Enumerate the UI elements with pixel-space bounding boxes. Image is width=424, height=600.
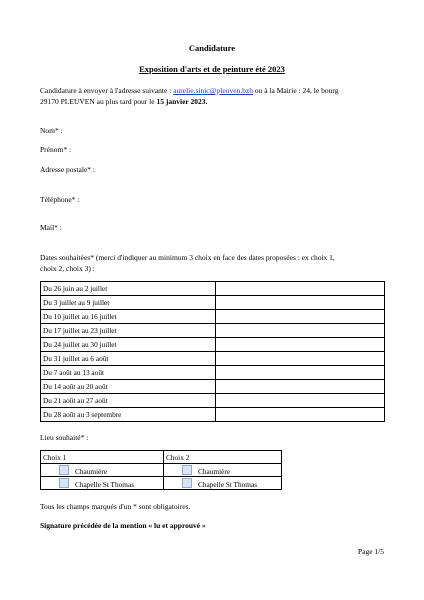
lieu-table: [40, 450, 282, 490]
choice-cell[interactable]: [216, 310, 385, 324]
deadline: 15 janvier 2023.: [156, 97, 208, 106]
telephone-label: Téléphone* :: [40, 195, 80, 204]
choice-cell[interactable]: [216, 380, 385, 394]
checkbox-choix1-chaumiere[interactable]: [59, 465, 69, 475]
checkbox-choix2-chaumiere[interactable]: [182, 465, 192, 475]
checkbox-choix2-chapelle[interactable]: [182, 478, 192, 488]
choice-cell[interactable]: [216, 352, 385, 366]
date-cell: Du 3 juillet au 9 juillet: [41, 296, 216, 310]
prenom-label: Prénom* :: [40, 145, 72, 154]
page-number: Page 1/5: [357, 547, 384, 556]
intro-text-2: ou à la Mairie : 24, le bourg: [252, 86, 339, 95]
adresse-label: Adresse postale* :: [40, 165, 95, 174]
table-row: [41, 394, 385, 408]
dates-prompt-line-2: choix 2, choix 3) :: [40, 264, 95, 273]
table-row: [41, 324, 385, 338]
choix-1-option-2: [41, 477, 164, 490]
choice-cell[interactable]: [216, 338, 385, 352]
table-row: [41, 310, 385, 324]
option-label: Chapelle St Thomas: [75, 479, 135, 489]
required-note: Tous les champs marqués d'un * sont obligatoires.: [40, 502, 191, 511]
date-cell: Du 31 juillet au 6 août: [41, 352, 216, 366]
option-label: Chapelle St Thomas: [198, 479, 258, 489]
dates-prompt: [40, 252, 335, 274]
table-row: [41, 282, 385, 296]
choice-cell[interactable]: [216, 408, 385, 422]
option-label: Chaumière: [75, 466, 108, 476]
table-row: [41, 352, 385, 366]
date-cell: Du 14 août au 20 août: [41, 380, 216, 394]
table-row: [41, 296, 385, 310]
nom-label: Nom* :: [40, 126, 63, 135]
choix-2-option-2: [164, 477, 282, 490]
choice-cell[interactable]: [216, 296, 385, 310]
table-row: [41, 464, 282, 477]
date-cell: Du 7 août au 13 août: [41, 366, 216, 380]
choice-cell[interactable]: [216, 324, 385, 338]
lieu-label: Lieu souhaité* :: [40, 433, 89, 442]
date-cell: Du 10 juillet au 16 juillet: [41, 310, 216, 324]
mail-label: Mail* :: [40, 223, 62, 232]
email-link[interactable]: aurelie.sinic@pleuven.bzh: [173, 86, 253, 95]
table-row: [41, 338, 385, 352]
choice-cell[interactable]: [216, 282, 385, 296]
date-cell: Du 17 juillet au 23 juillet: [41, 324, 216, 338]
table-row: [41, 408, 385, 422]
intro-paragraph: [40, 85, 400, 107]
date-cell: Du 26 juin au 2 juillet: [41, 282, 216, 296]
signature-label: Signature précédée de la mention « lu et approuvé »: [40, 521, 206, 530]
choix-2-header: Choix 2: [164, 451, 282, 464]
dates-prompt-line-1: Dates souhaitées* (merci d'indiquer au minimum 3 choix en face des dates proposées : ex choix 1,: [40, 253, 335, 262]
table-row: [41, 380, 385, 394]
choice-cell[interactable]: [216, 366, 385, 380]
date-cell: Du 21 août au 27 août: [41, 394, 216, 408]
intro-text-1: Candidature à envoyer à l'adresse suivante :: [40, 86, 174, 95]
table-row: [41, 451, 282, 464]
date-cell: Du 24 juillet au 30 juillet: [41, 338, 216, 352]
intro-line-2: 29170 PLEUVEN au plus tard pour le: [40, 97, 157, 106]
table-row: [41, 477, 282, 490]
checkbox-choix1-chapelle[interactable]: [59, 478, 69, 488]
choix-2-option-1: [164, 464, 282, 477]
choix-1-header: Choix 1: [41, 451, 164, 464]
date-cell: Du 28 août au 3 septembre: [41, 408, 216, 422]
table-row: [41, 366, 385, 380]
page-title: Candidature: [188, 43, 236, 53]
page-subtitle: Exposition d'arts et de peinture été 2023: [139, 64, 285, 74]
dates-table: [40, 281, 385, 422]
choix-1-option-1: [41, 464, 164, 477]
choice-cell[interactable]: [216, 394, 385, 408]
option-label: Chaumière: [198, 466, 231, 476]
